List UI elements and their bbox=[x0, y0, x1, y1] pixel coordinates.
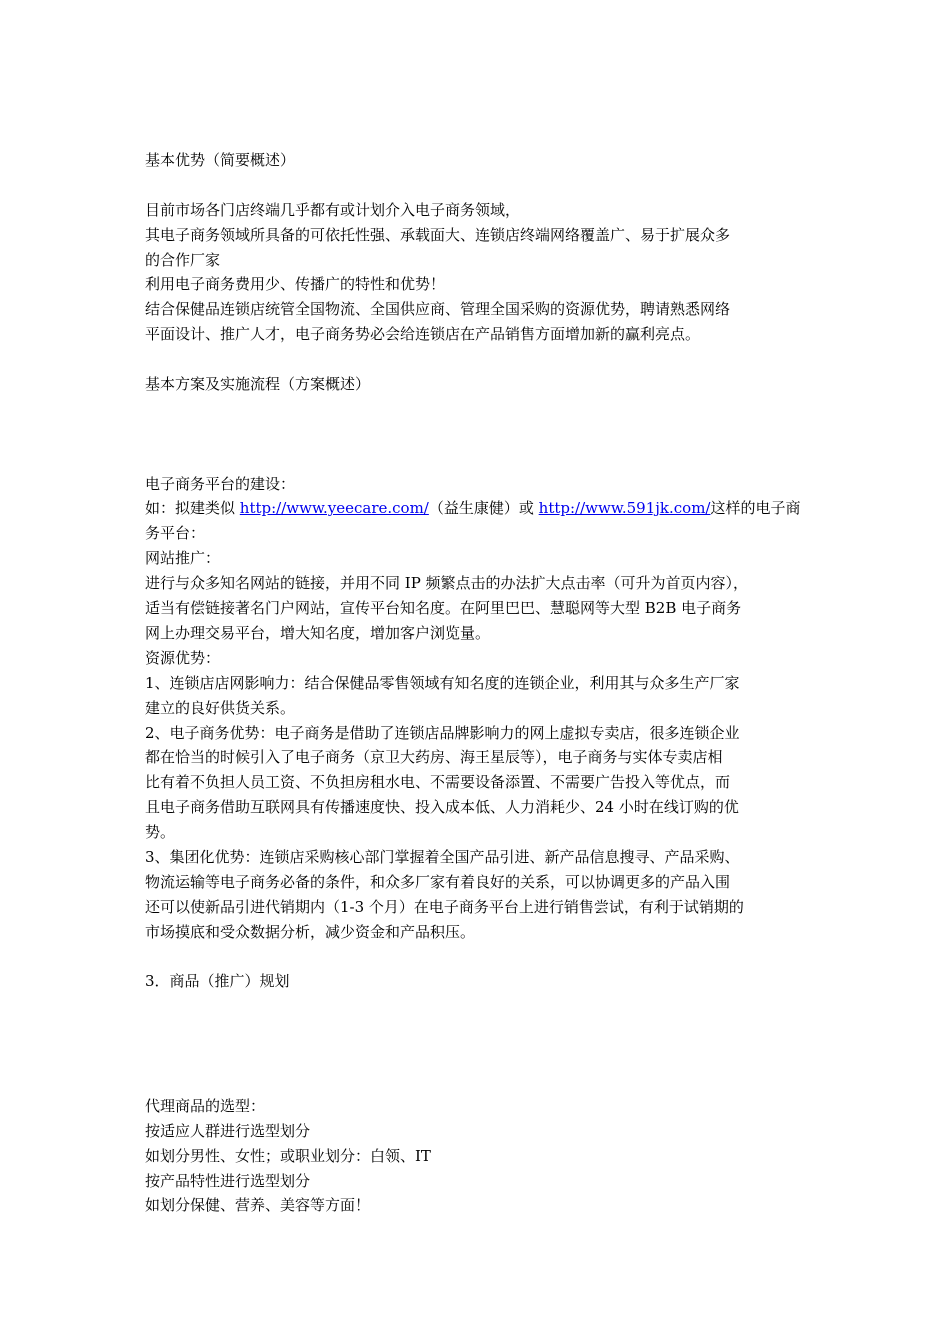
example-prefix: 如：拟建类似 bbox=[145, 499, 240, 518]
product-line: 代理商品的选型： bbox=[145, 1096, 266, 1115]
paragraph-line: 利用电子商务费用少、传播广的特性和优势！ bbox=[145, 275, 446, 294]
link-yeecare[interactable]: http://www.yeecare.com/ bbox=[239, 499, 429, 518]
resource-line: 且电子商务借助互联网具有传播速度快、投入成本低、人力消耗少、24 小时在线订购的优 bbox=[145, 798, 739, 817]
paragraph-line: 的合作厂家 bbox=[145, 250, 221, 269]
paragraph-line: 目前市场各门店终端几乎都有或计划介入电子商务领域， bbox=[145, 200, 521, 219]
link-591jk[interactable]: http://www.591jk.com/ bbox=[538, 499, 711, 518]
paragraph-line: 平面设计、推广人才，电子商务势必会给连锁店在产品销售方面增加新的赢利亮点。 bbox=[145, 325, 701, 344]
document-body bbox=[145, 148, 813, 1218]
promo-line: 适当有偿链接著名门户网站，宣传平台知名度。在阿里巴巴、慧聪网等大型 B2B 电子商务 bbox=[145, 599, 742, 618]
resource-line: 建立的良好供货关系。 bbox=[145, 698, 296, 717]
example-suffix: 这样的电子商 bbox=[710, 499, 801, 518]
example-line bbox=[145, 496, 813, 521]
promo-line: 网上办理交易平台，增大知名度，增加客户浏览量。 bbox=[145, 623, 491, 642]
resource-line: 市场摸底和受众数据分析，减少资金和产品积压。 bbox=[145, 922, 476, 941]
resource-line: 2、电子商务优势：电子商务是借助了连锁店品牌影响力的网上虚拟专卖店，很多连锁企业 bbox=[145, 723, 740, 742]
resource-line: 势。 bbox=[145, 823, 176, 842]
section-heading-plan: 基本方案及实施流程（方案概述） bbox=[145, 375, 371, 394]
resource-line: 还可以使新品引进代销期内（1-3 个月）在电子商务平台上进行销售尝试，有利于试销期的 bbox=[145, 897, 744, 916]
product-line: 按适应人群进行选型划分 bbox=[145, 1121, 311, 1140]
example-middle: （益生康健）或 bbox=[428, 499, 539, 518]
product-line: 如划分保健、营养、美容等方面！ bbox=[145, 1196, 371, 1215]
promo-line: 进行与众多知名网站的链接，并用不同 IP 频繁点击的办法扩大点击率（可升为首页内容）， bbox=[145, 574, 749, 593]
example-line-2: 务平台： bbox=[145, 524, 206, 543]
paragraph-line: 其电子商务领域所具备的可依托性强、承载面大、连锁店终端网络覆盖广、易于扩展众多 bbox=[145, 225, 731, 244]
resource-line: 3、集团化优势：连锁店采购核心部门掌握着全国产品引进、新产品信息搜寻、产品采购、 bbox=[145, 847, 740, 866]
product-line: 如划分男性、女性；或职业划分：白领、IT bbox=[145, 1146, 431, 1165]
paragraph-line: 结合保健品连锁店统管全国物流、全国供应商、管理全国采购的资源优势，聘请熟悉网络 bbox=[145, 300, 731, 319]
promo-title: 网站推广： bbox=[145, 549, 221, 568]
section-heading-basic-advantages: 基本优势（简要概述） bbox=[145, 151, 296, 169]
platform-title: 电子商务平台的建设： bbox=[145, 474, 296, 493]
resource-line: 1、连锁店店网影响力：结合保健品零售领域有知名度的连锁企业，利用其与众多生产厂家 bbox=[145, 673, 740, 692]
resource-line: 比有着不负担人员工资、不负担房租水电、不需要设备添置、不需要广告投入等优点，而 bbox=[145, 773, 731, 792]
product-line: 按产品特性进行选型划分 bbox=[145, 1171, 311, 1190]
resource-title: 资源优势： bbox=[145, 648, 221, 667]
resource-line: 物流运输等电子商务必备的条件，和众多厂家有着良好的关系，可以协调更多的产品入围 bbox=[145, 872, 731, 891]
section-heading-product-plan: 3．商品（推广）规划 bbox=[145, 972, 290, 991]
resource-line: 都在恰当的时候引入了电子商务（京卫大药房、海王星辰等），电子商务与实体专卖店相 bbox=[145, 748, 723, 767]
